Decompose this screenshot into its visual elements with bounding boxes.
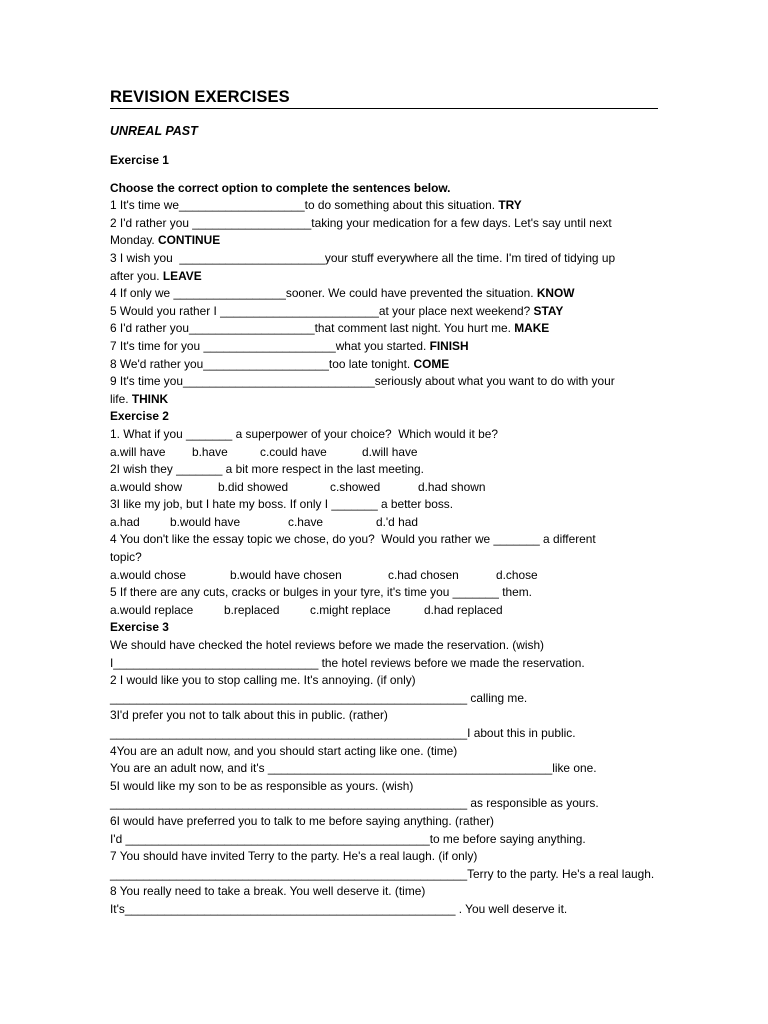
sentence-text: 5 Would you rather I ________________________at your place next weekend? [110,303,534,318]
answer-option: d.'d had [376,514,418,529]
question-text: 3I like my job, but I hate my boss. If only I _______ a better boss. [110,497,454,512]
answer-option: c.could have [260,444,327,459]
sentence-text: after you. [110,268,163,283]
answer-option: b.would have [170,514,241,529]
exercise-1-line [110,373,658,391]
sentence-text: 4 If only we _________________sooner. We could have prevented the situation. [110,286,537,301]
answer-option: a.had [110,514,140,529]
exercise-1-line [110,232,658,250]
verb-prompt: THINK [131,391,169,406]
exercise-3-line: ______________________________________________________I about this in public. [110,726,576,740]
sentence-text: Monday. [110,233,159,248]
verb-prompt: KNOW [536,286,575,301]
exercise-1-line [110,320,658,338]
exercise-3-sentences [110,637,658,919]
answer-option: d.had replaced [424,602,503,617]
answer-option: b.would have chosen [230,567,342,582]
exercise-3-line: 4You are an adult now, and you should start acting like one. (time) [110,743,458,758]
question-text: topic? [110,550,142,565]
answer-option: a.would replace [110,602,194,617]
exercise-1-line [110,285,658,303]
sentence-text: life. [110,391,132,406]
exercise-1-line [110,197,658,215]
question-text: 2I wish they _______ a bit more respect in the last meeting. [110,462,424,477]
answer-option: c.have [288,514,324,529]
sentence-text: 2 I'd rather you __________________taking your medication for a few days. Let's say until next [110,215,612,230]
answer-option: d.will have [362,444,418,459]
answer-option: c.had chosen [388,567,459,582]
document-body [110,152,658,919]
exercise-2-heading: Exercise 2 [110,409,169,424]
exercise-1-line [110,338,658,356]
answer-option: c.showed [330,479,381,494]
exercise-3-line: ______________________________________________________ as responsible as yours. [110,796,599,811]
sentence-text: 6 I'd rather you___________________that comment last night. You hurt me. [110,321,515,336]
verb-prompt: COME [413,356,450,371]
exercise-3-line: 6I would have preferred you to talk to me before saying anything. (rather) [110,813,495,828]
answer-option: a.would show [110,479,183,494]
answer-options [110,479,658,497]
answer-option: d.chose [496,567,538,582]
sentence-text: 9 It's time you_____________________________seriously about what you want to do with your [110,374,615,389]
exercise-3-line: 3I'd prefer you not to talk about this in public. (rather) [110,708,388,723]
exercise-1-line [110,215,658,233]
exercise-1-line [110,356,658,374]
verb-prompt: LEAVE [162,268,202,283]
exercise-3-line: ______________________________________________________ calling me. [110,690,528,705]
exercise-1-line [110,268,658,286]
exercise-3-line: I_______________________________ the hotel reviews before we made the reservation. [110,655,585,670]
exercise-1-line [110,303,658,321]
answer-option: b.did showed [218,479,289,494]
verb-prompt: STAY [533,303,564,318]
sentence-text: 3 I wish you ______________________your stuff everywhere all the time. I'm tired of tidying up [110,250,616,265]
exercise-3-line: We should have checked the hotel reviews before we made the reservation. (wish) [110,638,545,653]
answer-option: d.had shown [418,479,486,494]
exercise-3-heading: Exercise 3 [110,620,169,635]
document-title: REVISION EXERCISES [110,88,658,109]
verb-prompt: MAKE [514,321,550,336]
exercise-1-line [110,391,658,409]
exercise-1-heading: Exercise 1 [110,153,169,167]
exercise-3-line: 7 You should have invited Terry to the party. He's a real laugh. (if only) [110,849,478,864]
answer-options [110,567,658,585]
answer-options [110,444,658,462]
question-text: 1. What if you _______ a superpower of your choice? Which would it be? [110,426,498,441]
answer-option: a.will have [110,444,166,459]
exercise-3-line: 8 You really need to take a break. You well deserve it. (time) [110,884,426,899]
answer-option: c.might replace [310,602,391,617]
exercise-3-line: It's__________________________________________________ . You well deserve it. [110,901,568,916]
answer-option: b.have [192,444,228,459]
verb-prompt: CONTINUE [158,233,221,248]
answer-option: b.replaced [224,602,280,617]
question-text: 5 If there are any cuts, cracks or bulges in your tyre, it's time you _______ them. [110,585,532,600]
verb-prompt: TRY [498,198,522,213]
exercise-3-line: ______________________________________________________Terry to the party. He's a real laugh. [110,866,655,881]
answer-options [110,602,658,620]
answer-options [110,514,658,532]
section-subtitle: UNREAL PAST [110,124,198,138]
exercise-3-line: You are an adult now, and it's ___________________________________________like one. [110,761,597,776]
exercise-1-sentences [110,197,658,408]
answer-option: a.would chose [110,567,187,582]
sentence-text: 8 We'd rather you___________________too late tonight. [110,356,414,371]
verb-prompt: FINISH [429,338,469,353]
sentence-text: 7 It's time for you ____________________what you started. [110,338,430,353]
exercise-3-line: I'd ______________________________________________to me before saying anything. [110,831,586,846]
exercise-3-line: 5I would like my son to be as responsible as yours. (wish) [110,778,414,793]
question-text: 4 You don't like the essay topic we chose, do you? Would you rather we _______ a different [110,532,596,547]
exercise-3-line: 2 I would like you to stop calling me. It's annoying. (if only) [110,673,416,688]
exercise-1-line [110,250,658,268]
sentence-text: 1 It's time we___________________to do something about this situation. [110,198,499,213]
exercise-2-questions [110,426,658,620]
exercise-1-instruction: Choose the correct option to complete the sentences below. [110,180,451,195]
